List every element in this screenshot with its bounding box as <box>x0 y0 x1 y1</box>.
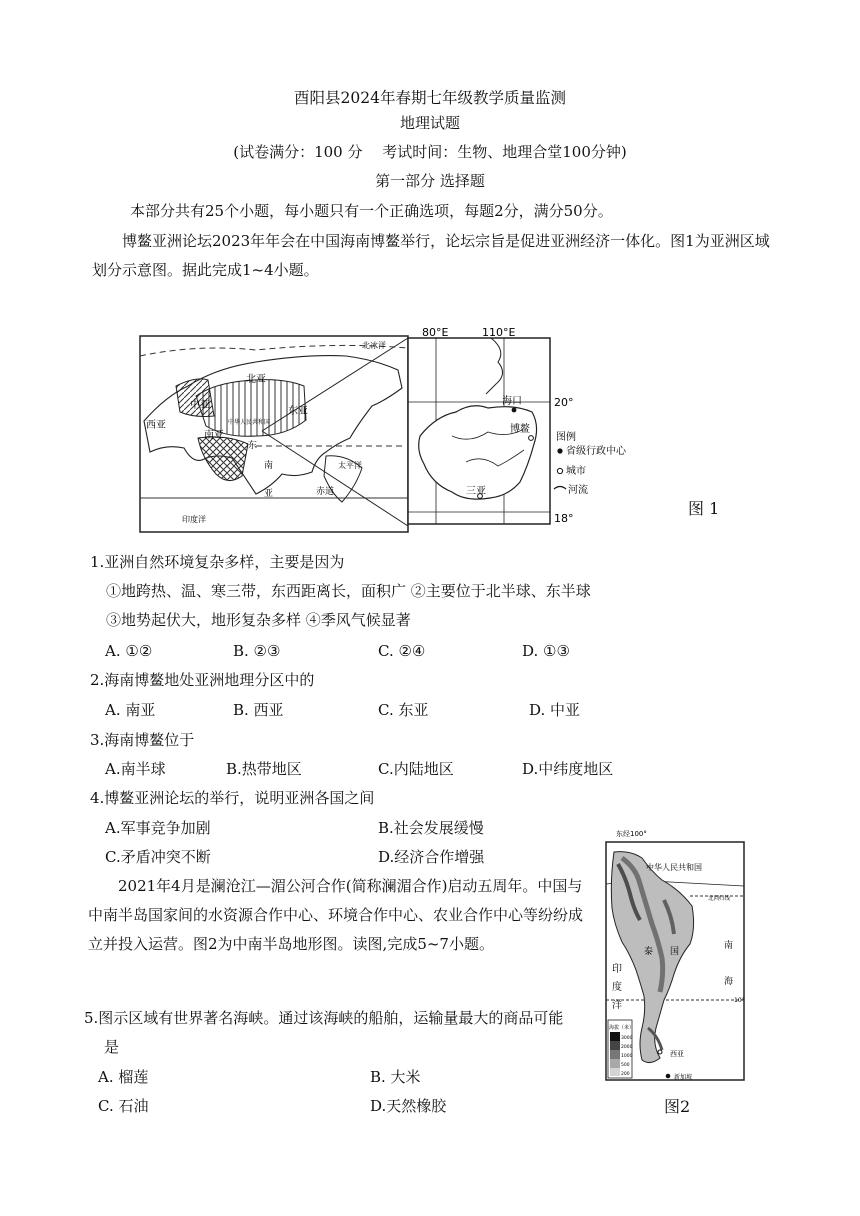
intro-paragraph: 本部分共有25个小题，每小题只有一个正确选项，每题2分，满分50分。 <box>130 202 613 220</box>
label-southeast-1: 东 <box>248 441 258 451</box>
legend-river-icon <box>554 487 566 490</box>
q4-option-d: D.经济合作增强 <box>378 848 485 866</box>
label-sea-1: 南 <box>724 941 734 951</box>
label-east-asia: 东亚 <box>288 406 308 417</box>
label-thailand-2: 国 <box>670 947 680 957</box>
q3-stem: 3.海南博鳌位于 <box>90 731 195 749</box>
q5-option-c: C. 石油 <box>98 1097 149 1115</box>
q2-option-c: C. 东亚 <box>378 701 429 719</box>
q3-option-c: C.内陆地区 <box>378 760 454 778</box>
legend-river: 河流 <box>568 485 588 496</box>
q3-option-a: A.南半球 <box>105 760 166 778</box>
label-indian-ocean: 印度洋 <box>182 515 206 524</box>
label-110e: 110°E <box>482 326 516 339</box>
label-18n: 18° <box>554 512 574 525</box>
legend-elev-200: 200 <box>621 1072 630 1077</box>
label-arctic-ocean: 北冰洋 <box>362 341 386 350</box>
label-ocean-1: 印 <box>612 964 622 975</box>
label-haikou: 海口 <box>502 396 522 407</box>
q3-option-b: B.热带地区 <box>226 760 302 778</box>
q4-option-b: B.社会发展缓慢 <box>378 819 484 837</box>
q1-option-b: B. ②③ <box>233 642 281 660</box>
legend-elev-1000: 1000 <box>621 1054 633 1059</box>
label-sea-2: 海 <box>724 977 734 987</box>
label-lat-10: 10° <box>734 997 745 1004</box>
legend-elev-2000: 2000 <box>621 1045 633 1050</box>
label-malaysia: 西亚 <box>670 1050 684 1058</box>
q4-option-a: A.军事竞争加剧 <box>105 819 211 837</box>
label-thailand-1: 泰 <box>644 947 654 957</box>
label-20n: 20° <box>554 396 574 409</box>
label-china-fig2: 中华人民共和国 <box>646 863 702 872</box>
q1-option-d: D. ①③ <box>522 642 570 660</box>
label-ocean-3: 洋 <box>612 1000 622 1011</box>
figure-2-map <box>600 824 750 1086</box>
q5-option-a: A. 榴莲 <box>98 1068 149 1086</box>
q5-option-d: D.天然橡胶 <box>370 1097 447 1115</box>
passage-1: 博鳌亚洲论坛2023年年会在中国海南博鳌举行，论坛宗旨是促进亚洲经济一体化。图1为亚洲区域划分示意图。据此完成1~4小题。 <box>92 232 770 279</box>
q4-option-c: C.矛盾冲突不断 <box>105 848 211 866</box>
legend-elev-3000: 3000 <box>621 1036 633 1041</box>
exam-title: 酉阳县2024年春期七年级教学质量监测 <box>294 89 566 107</box>
exam-info: (试卷满分：100 分 考试时间：生物、地理合堂100分钟) <box>233 143 627 161</box>
label-pacific: 太平洋 <box>338 461 362 470</box>
q5-option-b: B. 大米 <box>370 1068 421 1086</box>
label-equator: 赤道 <box>316 487 335 497</box>
label-sanya: 三亚 <box>466 486 486 497</box>
label-west-asia: 西亚 <box>146 420 166 431</box>
label-south-asia: 南亚 <box>204 430 224 441</box>
q2-option-b: B. 西亚 <box>233 701 284 719</box>
passage-2: 2021年4月是澜沧江—湄公河合作(简称澜湄合作)启动五周年。中国与中南半岛国家间的水资源合作中心、环境合作中心、农业合作中心等纷纷成立并投入运营。图2为中南半岛地形图。读图,完成5~7小题。 <box>88 877 584 953</box>
q2-option-a: A. 南亚 <box>105 701 156 719</box>
q2-option-d: D. 中亚 <box>529 701 581 719</box>
figure-1-map <box>136 326 726 536</box>
legend-capital: 省级行政中心 <box>566 446 626 457</box>
q1-option-c: C. ②④ <box>378 642 426 660</box>
legend-city: 城市 <box>566 466 586 477</box>
q5-stem: 5.图示区域有世界著名海峡。通过该海峡的船舶，运输量最大的商品可能 <box>84 1009 564 1027</box>
label-china: 中华人民共和国 <box>228 419 271 426</box>
label-tropic: 北回归线 <box>708 896 731 902</box>
legend-elevation-title: 海拔（米） <box>609 1025 635 1031</box>
legend-city-icon <box>557 468 562 473</box>
asia-region-map <box>140 336 408 532</box>
legend-capital-icon <box>557 448 562 453</box>
label-80e: 80°E <box>422 326 449 339</box>
label-lon-100e: 东经100° <box>616 830 647 838</box>
part-title: 第一部分 选择题 <box>375 172 485 190</box>
label-singapore: 新加坡 <box>674 1074 693 1081</box>
figure-1-caption: 图 1 <box>688 499 720 518</box>
subject-title: 地理试题 <box>399 114 460 132</box>
q1-option-a: A. ①② <box>105 642 153 660</box>
label-southeast-3: 亚 <box>264 489 274 499</box>
figure-2-caption: 图2 <box>664 1097 691 1116</box>
q1-line2: ③地势起伏大，地形复杂多样 ④季风气候显著 <box>106 611 411 629</box>
label-central-asia: 中亚 <box>190 400 210 411</box>
q4-stem: 4.博鳌亚洲论坛的举行，说明亚洲各国之间 <box>90 789 375 807</box>
q1-line1: ①地跨热、温、寒三带，东西距离长，面积广 ②主要位于北半球、东半球 <box>106 582 591 600</box>
legend-title: 图例 <box>556 432 576 443</box>
q5-stem-continued: 是 <box>104 1038 120 1056</box>
legend-elev-500: 500 <box>621 1063 630 1068</box>
label-ocean-2: 度 <box>612 982 622 993</box>
label-north-asia: 北亚 <box>246 374 266 385</box>
label-southeast-2: 南 <box>264 461 274 471</box>
q2-stem: 2.海南博鳌地处亚洲地理分区中的 <box>90 671 315 689</box>
label-boao: 博鳌 <box>510 424 530 435</box>
q3-option-d: D.中纬度地区 <box>522 760 614 778</box>
q1-stem: 1.亚洲自然环境复杂多样，主要是因为 <box>90 553 345 571</box>
